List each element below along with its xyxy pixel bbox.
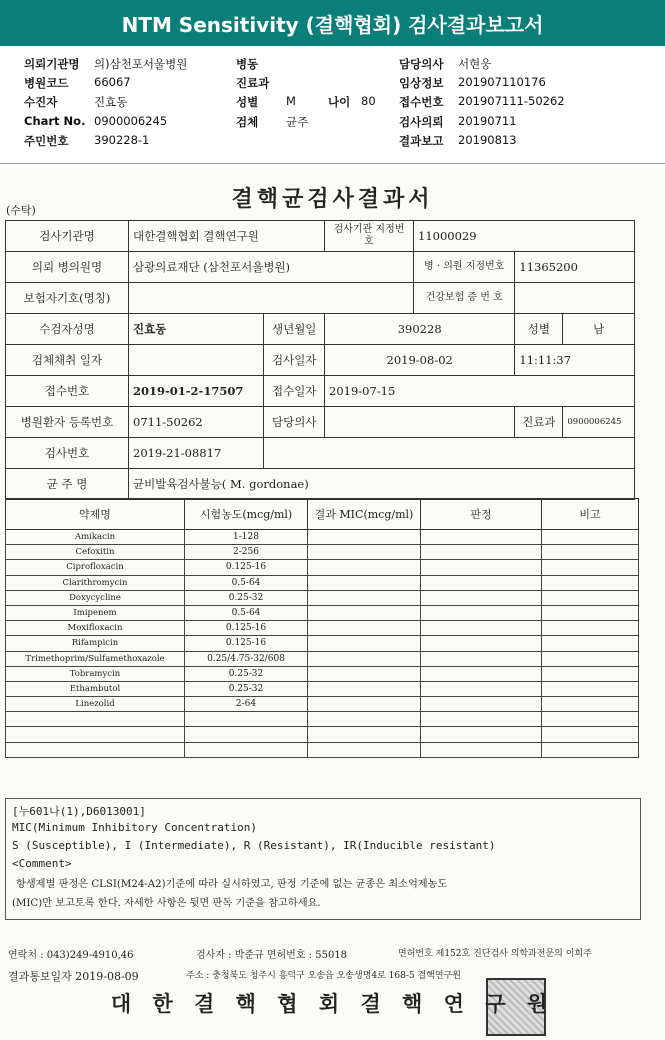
doctor-label: 담당의사 <box>399 57 444 71</box>
notify-date: 결과통보일자 2019-08-09 <box>8 970 139 983</box>
table-header-row <box>6 499 639 530</box>
dept-label: 진료과 <box>236 76 270 90</box>
cell-value <box>129 345 264 376</box>
drug-name-cell: Linezolid <box>6 697 185 712</box>
age-value: 80 <box>361 94 376 108</box>
table-row <box>6 283 635 314</box>
cell-label: 보험자기호(명칭) <box>6 283 129 314</box>
drug-name-cell: Doxycycline <box>6 590 185 605</box>
concentration-cell: 0.125-16 <box>185 560 308 575</box>
remark-cell <box>542 666 639 681</box>
clinical-value: 201907110176 <box>458 75 546 89</box>
remark-cell <box>542 560 639 575</box>
specimen-label: 검체 <box>236 115 259 129</box>
doctor-value: 서현웅 <box>458 57 492 71</box>
table-row <box>6 605 639 620</box>
judgement-cell <box>421 560 542 575</box>
judgement-cell <box>421 545 542 560</box>
mic-result-cell <box>308 590 421 605</box>
cell-label: 담당의사 <box>264 407 325 438</box>
divider <box>0 163 665 164</box>
report-label: 결과보고 <box>399 134 444 148</box>
cell-value <box>129 283 414 314</box>
request-value: 20190711 <box>458 114 517 128</box>
sex-label: 성별 <box>236 95 259 109</box>
remark-cell <box>542 621 639 636</box>
mic-result-cell <box>308 605 421 620</box>
mic-result-cell <box>308 530 421 545</box>
mic-result-cell <box>308 681 421 696</box>
comment-heading: <Comment> <box>12 857 72 870</box>
remark-cell <box>542 636 639 651</box>
concentration-cell: 2-64 <box>185 697 308 712</box>
judgement-cell <box>421 621 542 636</box>
judgement-cell <box>421 530 542 545</box>
drug-name-cell: Cefoxitin <box>6 545 185 560</box>
column-header-drug: 약제명 <box>6 499 185 530</box>
remark-cell <box>542 590 639 605</box>
cell-value: 남 <box>563 314 635 345</box>
cell-label: 병 · 의원 지정번호 <box>414 252 515 283</box>
cell-label: 성별 <box>515 314 563 345</box>
examiner-info: 검사자 : 박준규 면허번호 : 55018 <box>196 950 348 961</box>
remark-cell <box>542 681 639 696</box>
cell-value: 2019-08-02 <box>325 345 515 376</box>
table-row <box>6 636 639 651</box>
concentration-cell <box>185 727 308 742</box>
judgement-cell <box>421 651 542 666</box>
table-row <box>6 697 639 712</box>
cell-label: 병원환자 등록번호 <box>6 407 129 438</box>
concentration-cell: 0.25-32 <box>185 590 308 605</box>
remark-cell <box>542 651 639 666</box>
mic-result-cell <box>308 666 421 681</box>
drug-name-cell: Trimethoprim/Sulfamethoxazole <box>6 651 185 666</box>
mic-result-cell <box>308 712 421 727</box>
mic-result-cell <box>308 560 421 575</box>
table-row <box>6 742 639 757</box>
cell-value: 진효동 <box>129 314 264 345</box>
code-value: 66067 <box>94 75 131 89</box>
drug-name-cell: Tobramycin <box>6 666 185 681</box>
rrn-label: 주민번호 <box>24 134 69 148</box>
concentration-cell: 0.125-16 <box>185 636 308 651</box>
concentration-cell: 0.25-32 <box>185 666 308 681</box>
judgement-cell <box>421 605 542 620</box>
chart-value: 0900006245 <box>94 114 168 128</box>
concentration-cell: 2-256 <box>185 545 308 560</box>
sex-value: M <box>286 94 296 108</box>
cell-label: 균 주 명 <box>6 469 129 500</box>
drug-name-cell <box>6 727 185 742</box>
drug-name-cell: Rifampicin <box>6 636 185 651</box>
mic-result-cell <box>308 545 421 560</box>
mic-result-cell <box>308 727 421 742</box>
table-row <box>6 407 635 438</box>
cell-value: 2019-01-2-17507 <box>129 376 264 407</box>
cell-value: 2019-07-15 <box>325 376 635 407</box>
age-label: 나이 <box>328 95 351 109</box>
remark-cell <box>542 742 639 757</box>
cell-label: 접수번호 <box>6 376 129 407</box>
recv-label: 수진자 <box>24 95 58 109</box>
report-title: NTM Sensitivity (결핵협회) 검사결과보고서 <box>0 0 665 46</box>
table-row <box>6 376 635 407</box>
judgement-cell <box>421 742 542 757</box>
mic-result-cell <box>308 651 421 666</box>
judgement-cell <box>421 590 542 605</box>
judgement-cell <box>421 666 542 681</box>
concentration-cell <box>185 742 308 757</box>
mic-result-cell <box>308 621 421 636</box>
cell-label: 생년월일 <box>264 314 325 345</box>
table-row <box>6 621 639 636</box>
judgement-cell <box>421 575 542 590</box>
cell-label: 검사번호 <box>6 438 129 469</box>
patient-info-panel <box>0 52 665 160</box>
specimen-value: 균주 <box>286 115 309 129</box>
concentration-cell: 0.5-64 <box>185 605 308 620</box>
cell-value: 2019-21-08817 <box>129 438 264 469</box>
concentration-cell: 0.5-64 <box>185 575 308 590</box>
request-label: 검사의뢰 <box>399 115 444 129</box>
drug-name-cell <box>6 742 185 757</box>
drug-name-cell: Clarithromycin <box>6 575 185 590</box>
table-row <box>6 545 639 560</box>
table-row <box>6 345 635 376</box>
table-row <box>6 530 639 545</box>
concentration-cell: 1-128 <box>185 530 308 545</box>
cell-value: 11365200 <box>515 252 635 283</box>
table-row <box>6 727 639 742</box>
cell-label: 의뢰 병의원명 <box>6 252 129 283</box>
accept-label: 접수번호 <box>399 95 444 109</box>
cell-value <box>515 283 635 314</box>
drug-name-cell: Imipenem <box>6 605 185 620</box>
concentration-cell <box>185 712 308 727</box>
comment-mic-definition: MIC(Minimum Inhibitory Concentration) <box>12 821 258 834</box>
table-row <box>6 560 639 575</box>
contact-info: 연락처 : 043)249-4910,46 <box>8 950 134 961</box>
cell-value: 390228 <box>325 314 515 345</box>
cell-label: 진료과 <box>515 407 563 438</box>
column-header-remark: 비고 <box>542 499 639 530</box>
remark-cell <box>542 530 639 545</box>
comment-code: [누601나(1),D6013001] <box>12 805 146 818</box>
rrn-value: 390228-1 <box>94 133 150 147</box>
remark-cell <box>542 545 639 560</box>
concentration-cell: 0.25/4.75-32/608 <box>185 651 308 666</box>
table-row <box>6 590 639 605</box>
table-row <box>6 575 639 590</box>
drug-name-cell: Amikacin <box>6 530 185 545</box>
remark-cell <box>542 712 639 727</box>
table-row <box>6 666 639 681</box>
comment-box <box>5 798 641 920</box>
sensitivity-table <box>5 498 639 758</box>
table-row <box>6 469 635 500</box>
cell-value: 0900006245 <box>563 407 635 438</box>
table-row <box>6 651 639 666</box>
comment-text-line: (MIC)만 보고토록 한다. 자세한 사항은 뒷면 판독 기준을 참고하세요. <box>12 898 321 909</box>
drug-name-cell: Ethambutol <box>6 681 185 696</box>
column-header-judgement: 판정 <box>421 499 542 530</box>
drug-name-cell: Ciprofloxacin <box>6 560 185 575</box>
cell-value: 11:11:37 <box>515 345 635 376</box>
table-row <box>6 314 635 345</box>
cell-label: 검사일자 <box>264 345 325 376</box>
cell-value: 균비발육검사불능( M. gordonae) <box>129 469 635 500</box>
column-header-mic: 결과 MIC(mcg/ml) <box>308 499 421 530</box>
report-value: 20190813 <box>458 133 517 147</box>
mic-result-cell <box>308 636 421 651</box>
recv-value: 진효동 <box>94 95 128 109</box>
concentration-cell: 0.125-16 <box>185 621 308 636</box>
comment-text-line: 항생제별 판정은 CLSI(M24-A2)기준에 따라 실시하였고, 판정 기준에 없는 균종은 최소억제농도 <box>16 879 448 890</box>
table-row <box>6 438 635 469</box>
cell-value: 삼광의료재단 (삼천포서울병원) <box>129 252 414 283</box>
cell-label: 건강보험 증 번 호 <box>414 283 515 314</box>
cell-label: 접수일자 <box>264 376 325 407</box>
table-row <box>6 252 635 283</box>
table-row <box>6 712 639 727</box>
drug-name-cell <box>6 712 185 727</box>
cell-value: 0711-50262 <box>129 407 264 438</box>
cell-label: 검사기관 지정번호 <box>325 221 414 252</box>
cell-label: 수검자성명 <box>6 314 129 345</box>
consignment-mark: (수탁) <box>6 204 36 217</box>
cell-blank <box>264 438 635 469</box>
cell-value: 대한결핵협회 결핵연구원 <box>129 221 325 252</box>
mic-result-cell <box>308 697 421 712</box>
cell-label: 검체채취 일자 <box>6 345 129 376</box>
code-label: 병원코드 <box>24 76 69 90</box>
judgement-cell <box>421 712 542 727</box>
remark-cell <box>542 697 639 712</box>
column-header-concentration: 시험농도(mcg/ml) <box>185 499 308 530</box>
accept-value: 201907111-50262 <box>458 94 565 108</box>
ward-label: 병동 <box>236 57 259 71</box>
drug-name-cell: Moxifloxacin <box>6 621 185 636</box>
org-label: 의뢰기관명 <box>24 57 80 71</box>
remark-cell <box>542 575 639 590</box>
scanned-result-document <box>0 168 665 1040</box>
table-row <box>6 681 639 696</box>
institute-name: 대 한 결 핵 협 회 결 핵 연 구 원 <box>110 991 555 1016</box>
chart-label: Chart No. <box>24 114 86 128</box>
mic-result-cell <box>308 575 421 590</box>
cell-value <box>325 407 515 438</box>
remark-cell <box>542 727 639 742</box>
judgement-cell <box>421 636 542 651</box>
org-value: 의)삼천포서울병원 <box>94 57 188 71</box>
remark-cell <box>542 605 639 620</box>
result-header-table <box>5 220 635 500</box>
comment-legend: S (Susceptible), I (Intermediate), R (Resistant), IR(Inducible resistant) <box>12 839 496 852</box>
cell-value: 11000029 <box>414 221 635 252</box>
judgement-cell <box>421 727 542 742</box>
table-row <box>6 221 635 252</box>
address-info: 주소 : 충청북도 청주시 흥덕구 오송읍 오송생명4로 168-5 결핵연구원 <box>186 971 461 981</box>
license-info: 면허번호 제152호 진단검사 의학과전문의 이희주 <box>398 949 592 959</box>
cell-label: 검사기관명 <box>6 221 129 252</box>
judgement-cell <box>421 681 542 696</box>
document-title: 결핵균검사결과서 <box>231 186 434 212</box>
judgement-cell <box>421 697 542 712</box>
mic-result-cell <box>308 742 421 757</box>
concentration-cell: 0.25-32 <box>185 681 308 696</box>
clinical-label: 임상정보 <box>399 76 444 90</box>
